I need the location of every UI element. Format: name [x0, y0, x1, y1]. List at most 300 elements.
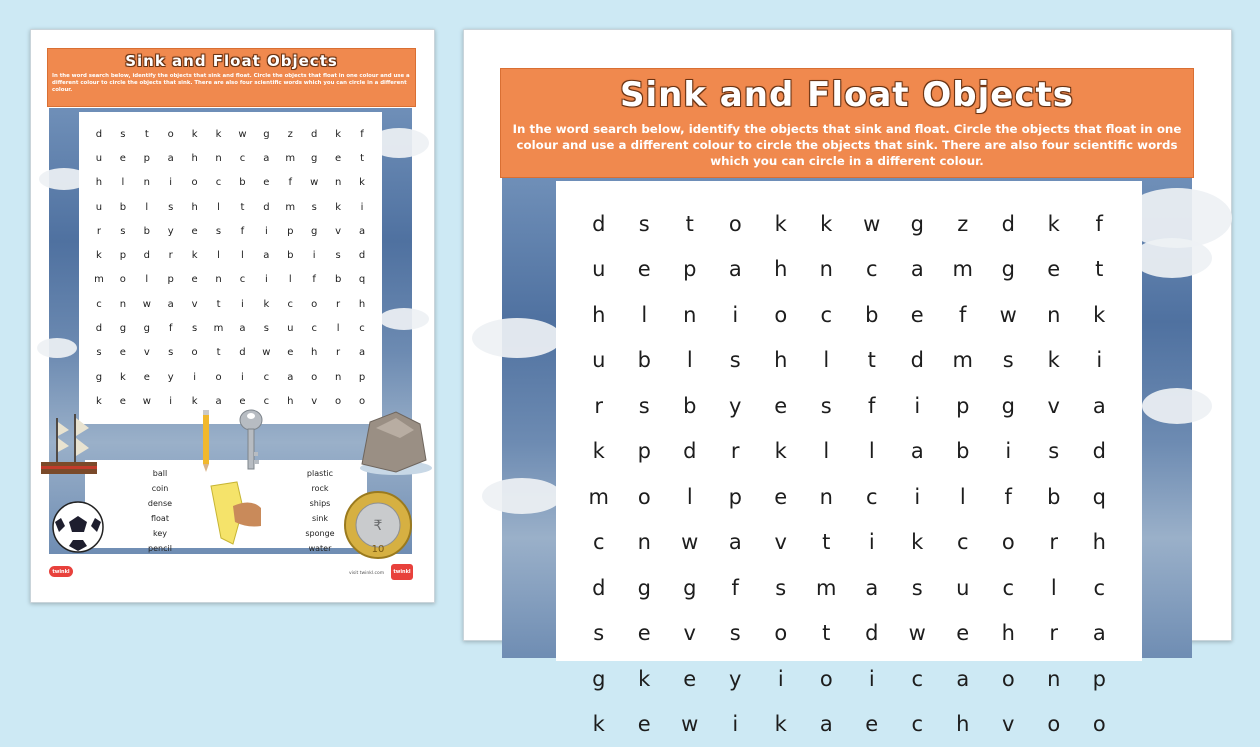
large-letter-cell[interactable]: a: [895, 429, 941, 475]
small-letter-cell[interactable]: d: [254, 195, 278, 219]
large-letter-cell[interactable]: a: [1077, 383, 1123, 429]
large-letter-cell[interactable]: i: [758, 656, 804, 702]
small-letter-cell[interactable]: z: [278, 122, 302, 146]
small-letter-cell[interactable]: a: [350, 341, 374, 365]
large-letter-cell[interactable]: o: [804, 656, 850, 702]
large-letter-cell[interactable]: b: [667, 383, 713, 429]
large-letter-cell[interactable]: y: [713, 383, 759, 429]
small-letter-cell[interactable]: a: [278, 365, 302, 389]
large-letter-cell[interactable]: i: [849, 520, 895, 566]
large-letter-cell[interactable]: w: [667, 702, 713, 747]
small-letter-cell[interactable]: g: [302, 219, 326, 243]
small-letter-cell[interactable]: e: [254, 171, 278, 195]
small-letter-cell[interactable]: u: [87, 146, 111, 170]
small-letter-cell[interactable]: t: [230, 195, 254, 219]
small-letter-cell[interactable]: y: [159, 365, 183, 389]
small-letter-cell[interactable]: v: [302, 389, 326, 413]
large-letter-cell[interactable]: m: [576, 474, 622, 520]
small-letter-cell[interactable]: b: [111, 195, 135, 219]
small-letter-cell[interactable]: e: [230, 389, 254, 413]
small-letter-cell[interactable]: o: [326, 389, 350, 413]
small-letter-cell[interactable]: d: [87, 122, 111, 146]
large-letter-cell[interactable]: t: [804, 520, 850, 566]
small-letter-cell[interactable]: o: [207, 365, 231, 389]
large-letter-cell[interactable]: h: [1077, 520, 1123, 566]
large-letter-cell[interactable]: k: [804, 201, 850, 247]
large-letter-cell[interactable]: r: [576, 383, 622, 429]
large-letter-cell[interactable]: l: [667, 474, 713, 520]
small-letter-cell[interactable]: l: [207, 243, 231, 267]
small-letter-cell[interactable]: n: [111, 292, 135, 316]
small-letter-cell[interactable]: i: [302, 243, 326, 267]
large-letter-cell[interactable]: e: [758, 383, 804, 429]
large-letter-cell[interactable]: k: [576, 429, 622, 475]
large-letter-cell[interactable]: f: [1077, 201, 1123, 247]
large-letter-cell[interactable]: l: [940, 474, 986, 520]
large-letter-cell[interactable]: d: [849, 611, 895, 657]
large-letter-cell[interactable]: i: [849, 656, 895, 702]
large-letter-cell[interactable]: o: [713, 201, 759, 247]
large-letter-cell[interactable]: s: [713, 611, 759, 657]
large-letter-cell[interactable]: n: [622, 520, 668, 566]
small-letter-cell[interactable]: a: [159, 146, 183, 170]
small-letter-cell[interactable]: i: [230, 292, 254, 316]
large-letter-cell[interactable]: d: [1077, 429, 1123, 475]
small-letter-cell[interactable]: t: [135, 122, 159, 146]
large-letter-cell[interactable]: c: [849, 247, 895, 293]
small-letter-cell[interactable]: s: [183, 316, 207, 340]
small-letter-cell[interactable]: e: [326, 146, 350, 170]
small-letter-cell[interactable]: b: [230, 171, 254, 195]
small-letter-cell[interactable]: o: [183, 171, 207, 195]
small-letter-cell[interactable]: k: [111, 365, 135, 389]
large-letter-cell[interactable]: c: [986, 565, 1032, 611]
small-letter-cell[interactable]: e: [278, 341, 302, 365]
large-letter-cell[interactable]: p: [713, 474, 759, 520]
large-letter-cell[interactable]: i: [1077, 338, 1123, 384]
small-letter-cell[interactable]: h: [302, 341, 326, 365]
large-letter-cell[interactable]: n: [1031, 656, 1077, 702]
large-letter-cell[interactable]: e: [622, 702, 668, 747]
small-letter-cell[interactable]: f: [159, 316, 183, 340]
large-letter-cell[interactable]: r: [1031, 611, 1077, 657]
small-letter-cell[interactable]: e: [111, 389, 135, 413]
large-letter-cell[interactable]: k: [1031, 338, 1077, 384]
small-letter-cell[interactable]: w: [302, 171, 326, 195]
small-letter-cell[interactable]: b: [278, 243, 302, 267]
large-letter-cell[interactable]: c: [1077, 565, 1123, 611]
small-letter-cell[interactable]: r: [159, 243, 183, 267]
small-letter-cell[interactable]: d: [302, 122, 326, 146]
large-letter-cell[interactable]: r: [1031, 520, 1077, 566]
large-letter-cell[interactable]: h: [986, 611, 1032, 657]
large-letter-cell[interactable]: d: [895, 338, 941, 384]
small-letter-cell[interactable]: s: [207, 219, 231, 243]
small-letter-cell[interactable]: s: [87, 341, 111, 365]
small-letter-cell[interactable]: i: [159, 171, 183, 195]
word-list-item: dense: [125, 496, 195, 511]
large-letter-cell[interactable]: q: [1077, 474, 1123, 520]
small-letter-cell[interactable]: f: [230, 219, 254, 243]
small-letter-cell[interactable]: i: [183, 365, 207, 389]
small-letter-cell[interactable]: e: [135, 365, 159, 389]
small-letter-cell[interactable]: a: [350, 219, 374, 243]
large-letter-cell[interactable]: a: [713, 520, 759, 566]
large-letter-cell[interactable]: k: [758, 702, 804, 747]
large-letter-cell[interactable]: k: [1077, 292, 1123, 338]
small-letter-cell[interactable]: o: [350, 389, 374, 413]
large-letter-cell[interactable]: a: [895, 247, 941, 293]
large-letter-cell[interactable]: n: [804, 474, 850, 520]
small-letter-cell[interactable]: h: [350, 292, 374, 316]
large-letter-cell[interactable]: d: [667, 429, 713, 475]
large-letter-cell[interactable]: s: [713, 338, 759, 384]
small-letter-cell[interactable]: o: [111, 268, 135, 292]
small-letter-cell[interactable]: d: [230, 341, 254, 365]
large-letter-cell[interactable]: o: [622, 474, 668, 520]
small-letter-cell[interactable]: s: [111, 219, 135, 243]
large-letter-cell[interactable]: l: [849, 429, 895, 475]
large-letter-cell[interactable]: h: [758, 247, 804, 293]
large-letter-cell[interactable]: a: [849, 565, 895, 611]
small-letter-cell[interactable]: o: [183, 341, 207, 365]
small-letter-cell[interactable]: l: [135, 268, 159, 292]
small-letter-cell[interactable]: n: [207, 146, 231, 170]
large-letter-cell[interactable]: w: [667, 520, 713, 566]
large-letter-cell[interactable]: m: [940, 338, 986, 384]
large-letter-cell[interactable]: z: [940, 201, 986, 247]
large-letter-cell[interactable]: g: [667, 565, 713, 611]
small-letter-cell[interactable]: k: [183, 122, 207, 146]
small-letter-cell[interactable]: t: [350, 146, 374, 170]
large-letter-cell[interactable]: f: [940, 292, 986, 338]
large-letter-cell[interactable]: h: [576, 292, 622, 338]
large-letter-cell[interactable]: o: [986, 520, 1032, 566]
worksheet-zoomed: [463, 29, 1232, 641]
small-letter-cell[interactable]: m: [278, 195, 302, 219]
small-letter-cell[interactable]: g: [302, 146, 326, 170]
small-letter-cell[interactable]: p: [278, 219, 302, 243]
coin-image: [343, 490, 413, 560]
small-letter-cell[interactable]: w: [135, 389, 159, 413]
small-letter-cell[interactable]: d: [135, 243, 159, 267]
small-letter-cell[interactable]: s: [254, 316, 278, 340]
large-letter-cell[interactable]: k: [622, 656, 668, 702]
large-letter-cell[interactable]: w: [895, 611, 941, 657]
small-letter-cell[interactable]: m: [87, 268, 111, 292]
small-letter-cell[interactable]: k: [254, 292, 278, 316]
title-banner: [47, 48, 416, 107]
small-letter-cell[interactable]: c: [350, 316, 374, 340]
small-letter-cell[interactable]: i: [254, 268, 278, 292]
small-letter-cell[interactable]: r: [326, 341, 350, 365]
small-letter-cell[interactable]: o: [159, 122, 183, 146]
large-letter-cell[interactable]: a: [804, 702, 850, 747]
large-letter-cell[interactable]: d: [576, 201, 622, 247]
large-letter-cell[interactable]: d: [986, 201, 1032, 247]
small-letter-cell[interactable]: a: [254, 243, 278, 267]
large-letter-cell[interactable]: e: [622, 611, 668, 657]
large-letter-cell[interactable]: g: [622, 565, 668, 611]
large-letter-cell[interactable]: f: [713, 565, 759, 611]
large-letter-cell[interactable]: k: [1031, 201, 1077, 247]
small-letter-cell[interactable]: b: [326, 268, 350, 292]
small-letter-cell[interactable]: p: [111, 243, 135, 267]
small-letter-cell[interactable]: r: [326, 292, 350, 316]
small-letter-cell[interactable]: e: [111, 341, 135, 365]
key-image: [237, 408, 265, 474]
small-letter-cell[interactable]: c: [207, 171, 231, 195]
large-letter-cell[interactable]: d: [576, 565, 622, 611]
small-letter-cell[interactable]: l: [278, 268, 302, 292]
word-list-item: coin: [125, 481, 195, 496]
large-letter-cell[interactable]: b: [940, 429, 986, 475]
large-letter-cell[interactable]: g: [895, 201, 941, 247]
large-letter-cell[interactable]: v: [667, 611, 713, 657]
small-letter-cell[interactable]: i: [254, 219, 278, 243]
large-letter-cell[interactable]: l: [622, 292, 668, 338]
large-letter-cell[interactable]: k: [895, 520, 941, 566]
small-letter-cell[interactable]: n: [326, 365, 350, 389]
large-letter-cell[interactable]: h: [758, 338, 804, 384]
small-letter-cell[interactable]: m: [278, 146, 302, 170]
small-letter-cell[interactable]: g: [254, 122, 278, 146]
large-letter-cell[interactable]: l: [804, 338, 850, 384]
large-letter-cell[interactable]: c: [895, 656, 941, 702]
small-letter-cell[interactable]: p: [135, 146, 159, 170]
large-letter-cell[interactable]: c: [804, 292, 850, 338]
small-letter-cell[interactable]: k: [207, 122, 231, 146]
large-letter-cell[interactable]: t: [804, 611, 850, 657]
sponge-hand-image: [203, 478, 263, 552]
large-letter-cell[interactable]: c: [576, 520, 622, 566]
small-letter-cell[interactable]: e: [183, 219, 207, 243]
small-letter-cell[interactable]: f: [278, 171, 302, 195]
small-letter-cell[interactable]: o: [302, 292, 326, 316]
large-letter-cell[interactable]: g: [576, 656, 622, 702]
small-letter-cell[interactable]: n: [207, 268, 231, 292]
large-letter-cell[interactable]: s: [576, 611, 622, 657]
small-letter-cell[interactable]: f: [350, 122, 374, 146]
large-letter-cell[interactable]: p: [940, 383, 986, 429]
small-letter-cell[interactable]: l: [207, 195, 231, 219]
large-letter-cell[interactable]: u: [940, 565, 986, 611]
large-letter-cell[interactable]: s: [758, 565, 804, 611]
large-letter-cell[interactable]: f: [849, 383, 895, 429]
small-letter-cell[interactable]: l: [326, 316, 350, 340]
large-letter-cell[interactable]: k: [758, 201, 804, 247]
word-search-box-large: [556, 181, 1142, 661]
large-letter-cell[interactable]: i: [986, 429, 1032, 475]
small-letter-cell[interactable]: h: [278, 389, 302, 413]
small-letter-cell[interactable]: r: [87, 219, 111, 243]
large-letter-cell[interactable]: b: [1031, 474, 1077, 520]
large-letter-cell[interactable]: l: [804, 429, 850, 475]
small-letter-cell[interactable]: h: [183, 146, 207, 170]
small-letter-cell[interactable]: b: [135, 219, 159, 243]
small-letter-cell[interactable]: v: [135, 341, 159, 365]
small-letter-cell[interactable]: d: [350, 243, 374, 267]
large-letter-cell[interactable]: v: [1031, 383, 1077, 429]
small-letter-cell[interactable]: t: [207, 341, 231, 365]
large-letter-cell[interactable]: s: [622, 383, 668, 429]
small-letter-cell[interactable]: i: [159, 389, 183, 413]
large-letter-cell[interactable]: e: [849, 702, 895, 747]
large-letter-cell[interactable]: e: [940, 611, 986, 657]
large-letter-cell[interactable]: k: [576, 702, 622, 747]
small-letter-cell[interactable]: v: [326, 219, 350, 243]
small-letter-cell[interactable]: k: [183, 389, 207, 413]
large-letter-cell[interactable]: o: [758, 611, 804, 657]
small-letter-cell[interactable]: p: [159, 268, 183, 292]
small-letter-cell[interactable]: w: [254, 341, 278, 365]
large-letter-cell[interactable]: a: [940, 656, 986, 702]
small-letter-cell[interactable]: s: [302, 195, 326, 219]
small-letter-cell[interactable]: s: [326, 243, 350, 267]
large-letter-cell[interactable]: n: [1031, 292, 1077, 338]
large-letter-cell[interactable]: e: [895, 292, 941, 338]
large-letter-cell[interactable]: p: [1077, 656, 1123, 702]
large-letter-cell[interactable]: w: [849, 201, 895, 247]
small-letter-cell[interactable]: k: [326, 195, 350, 219]
small-letter-cell[interactable]: m: [207, 316, 231, 340]
large-letter-cell[interactable]: p: [667, 247, 713, 293]
large-letter-cell[interactable]: v: [986, 702, 1032, 747]
small-letter-cell[interactable]: c: [87, 292, 111, 316]
small-letter-cell[interactable]: l: [135, 195, 159, 219]
large-letter-cell[interactable]: s: [986, 338, 1032, 384]
small-letter-cell[interactable]: w: [135, 292, 159, 316]
large-letter-cell[interactable]: s: [804, 383, 850, 429]
small-letter-cell[interactable]: k: [183, 243, 207, 267]
small-letter-cell[interactable]: s: [159, 341, 183, 365]
large-letter-cell[interactable]: a: [1077, 611, 1123, 657]
large-letter-cell[interactable]: l: [667, 338, 713, 384]
large-letter-cell[interactable]: m: [804, 565, 850, 611]
small-letter-cell[interactable]: n: [326, 171, 350, 195]
small-letter-cell[interactable]: w: [230, 122, 254, 146]
large-letter-cell[interactable]: e: [667, 656, 713, 702]
large-letter-cell[interactable]: a: [713, 247, 759, 293]
large-letter-cell[interactable]: s: [622, 201, 668, 247]
small-letter-cell[interactable]: c: [254, 389, 278, 413]
small-letter-cell[interactable]: u: [87, 195, 111, 219]
large-letter-cell[interactable]: n: [804, 247, 850, 293]
large-letter-cell[interactable]: p: [622, 429, 668, 475]
small-letter-cell[interactable]: a: [254, 146, 278, 170]
large-letter-cell[interactable]: e: [622, 247, 668, 293]
large-letter-cell[interactable]: e: [1031, 247, 1077, 293]
football-image: [51, 500, 105, 554]
large-letter-cell[interactable]: c: [895, 702, 941, 747]
large-letter-cell[interactable]: u: [576, 338, 622, 384]
large-letter-cell[interactable]: y: [713, 656, 759, 702]
small-letter-cell[interactable]: k: [326, 122, 350, 146]
small-letter-cell[interactable]: l: [230, 243, 254, 267]
small-letter-cell[interactable]: s: [159, 195, 183, 219]
small-letter-cell[interactable]: k: [87, 389, 111, 413]
large-letter-cell[interactable]: t: [849, 338, 895, 384]
large-letter-cell[interactable]: r: [713, 429, 759, 475]
footer-url: visit twinkl.com: [349, 571, 384, 576]
large-letter-cell[interactable]: i: [895, 383, 941, 429]
small-letter-cell[interactable]: d: [87, 316, 111, 340]
svg-text:10: 10: [372, 544, 385, 555]
small-letter-cell[interactable]: y: [159, 219, 183, 243]
large-letter-cell[interactable]: i: [713, 702, 759, 747]
small-letter-cell[interactable]: g: [87, 365, 111, 389]
large-letter-cell[interactable]: i: [895, 474, 941, 520]
large-letter-cell[interactable]: v: [758, 520, 804, 566]
large-letter-cell[interactable]: e: [758, 474, 804, 520]
small-letter-cell[interactable]: h: [183, 195, 207, 219]
large-letter-cell[interactable]: t: [667, 201, 713, 247]
large-letter-cell[interactable]: b: [849, 292, 895, 338]
small-letter-cell[interactable]: k: [87, 243, 111, 267]
large-letter-cell[interactable]: s: [895, 565, 941, 611]
small-letter-cell[interactable]: n: [135, 171, 159, 195]
large-letter-cell[interactable]: o: [1031, 702, 1077, 747]
large-letter-cell[interactable]: m: [940, 247, 986, 293]
large-letter-cell[interactable]: h: [940, 702, 986, 747]
small-letter-cell[interactable]: p: [350, 365, 374, 389]
small-letter-cell[interactable]: a: [159, 292, 183, 316]
small-letter-cell[interactable]: o: [302, 365, 326, 389]
small-letter-cell[interactable]: e: [183, 268, 207, 292]
small-letter-cell[interactable]: v: [183, 292, 207, 316]
small-letter-cell[interactable]: e: [111, 146, 135, 170]
large-letter-cell[interactable]: k: [758, 429, 804, 475]
large-letter-cell[interactable]: o: [1077, 702, 1123, 747]
large-letter-cell[interactable]: w: [986, 292, 1032, 338]
small-letter-cell[interactable]: h: [87, 171, 111, 195]
small-letter-cell[interactable]: q: [350, 268, 374, 292]
small-letter-cell[interactable]: c: [278, 292, 302, 316]
large-letter-cell[interactable]: l: [1031, 565, 1077, 611]
small-letter-cell[interactable]: c: [230, 268, 254, 292]
small-letter-cell[interactable]: g: [135, 316, 159, 340]
large-letter-cell[interactable]: t: [1077, 247, 1123, 293]
small-letter-cell[interactable]: c: [254, 365, 278, 389]
small-letter-cell[interactable]: a: [230, 316, 254, 340]
large-letter-cell[interactable]: u: [576, 247, 622, 293]
large-letter-cell[interactable]: n: [667, 292, 713, 338]
large-letter-cell[interactable]: c: [849, 474, 895, 520]
small-letter-cell[interactable]: s: [111, 122, 135, 146]
large-letter-cell[interactable]: b: [622, 338, 668, 384]
small-letter-cell[interactable]: u: [278, 316, 302, 340]
large-letter-cell[interactable]: i: [713, 292, 759, 338]
large-letter-cell[interactable]: f: [986, 474, 1032, 520]
small-letter-cell[interactable]: t: [207, 292, 231, 316]
small-letter-cell[interactable]: i: [350, 195, 374, 219]
small-letter-cell[interactable]: c: [230, 146, 254, 170]
large-letter-cell[interactable]: o: [986, 656, 1032, 702]
large-letter-cell[interactable]: o: [758, 292, 804, 338]
small-letter-cell[interactable]: i: [230, 365, 254, 389]
worksheet-thumbnail: [30, 29, 435, 603]
small-letter-cell[interactable]: k: [350, 171, 374, 195]
small-letter-cell[interactable]: a: [207, 389, 231, 413]
large-letter-cell[interactable]: g: [986, 383, 1032, 429]
large-letter-cell[interactable]: c: [940, 520, 986, 566]
small-letter-cell[interactable]: g: [111, 316, 135, 340]
small-letter-cell[interactable]: c: [302, 316, 326, 340]
small-letter-cell[interactable]: f: [302, 268, 326, 292]
large-letter-cell[interactable]: s: [1031, 429, 1077, 475]
large-letter-cell[interactable]: g: [986, 247, 1032, 293]
small-letter-cell[interactable]: l: [111, 171, 135, 195]
